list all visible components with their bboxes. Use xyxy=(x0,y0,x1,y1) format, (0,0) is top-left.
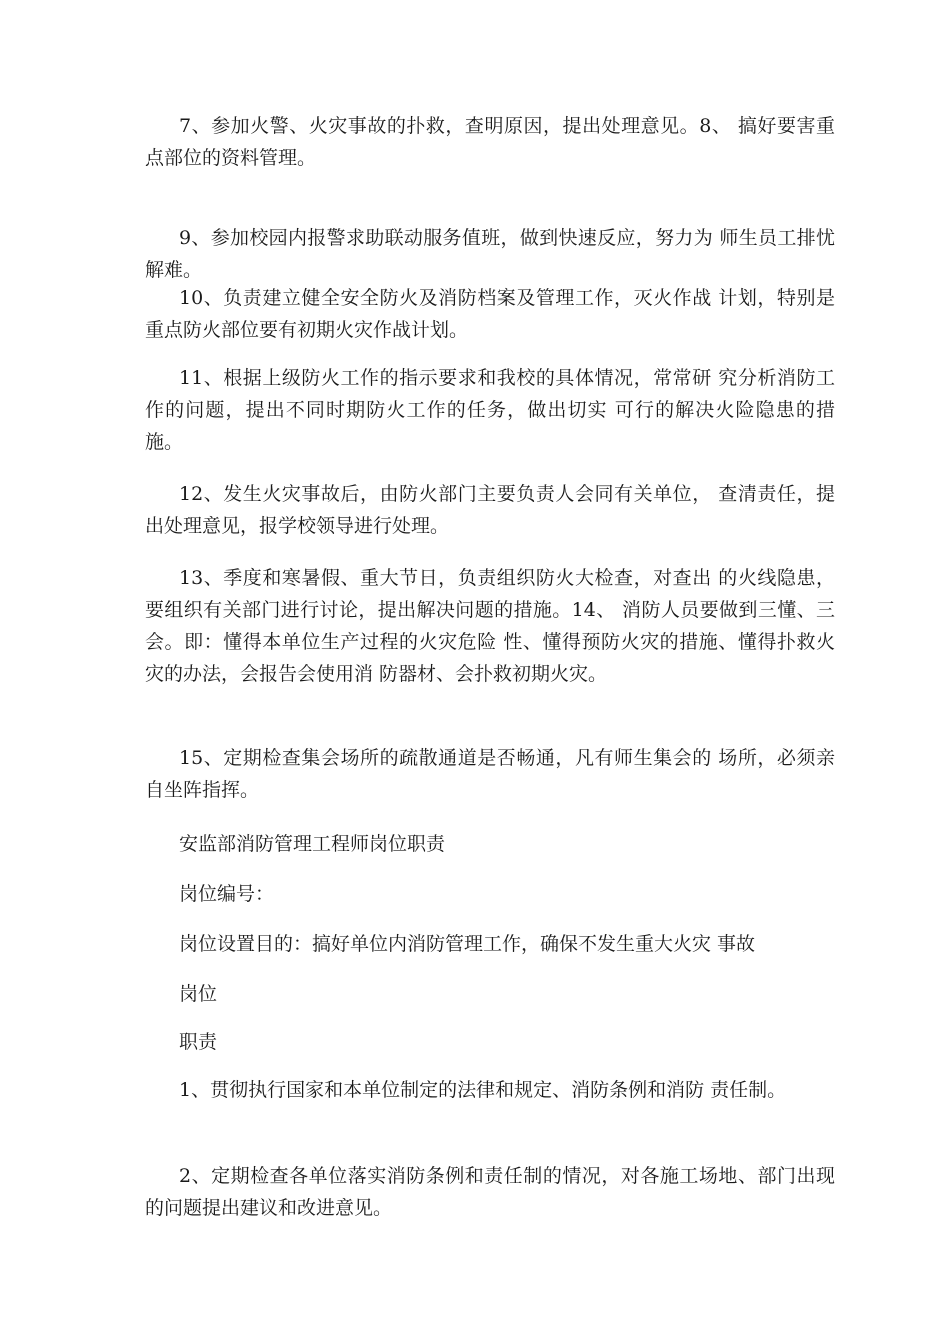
paragraph-item-15: 15、定期检查集会场所的疏散通道是否畅通，凡有师生集会的 场所，必须亲自坐阵指挥。 xyxy=(145,747,835,801)
section-title: 安监部消防管理工程师岗位职责 xyxy=(179,833,446,855)
position-label: 岗位 xyxy=(179,983,218,1005)
paragraph-item-11: 11、根据上级防火工作的指示要求和我校的具体情况，常常研 究分析消防工作的问题，提出不同时期防火工作的任务，做出切实 可行的解决火险隐患的措施。 xyxy=(145,367,835,453)
paragraph-item-9: 9、参加校园内报警求助联动服务值班，做到快速反应，努力为 师生员工排忧解难。 xyxy=(145,227,835,281)
duties-label: 职责 xyxy=(179,1031,218,1053)
paragraph-item-12: 12、发生火灾事故后，由防火部门主要负责人会同有关单位， 查清责任，提出处理意见，报学校领导进行处理。 xyxy=(145,483,835,537)
position-number-label: 岗位编号： xyxy=(179,883,275,905)
position-purpose: 岗位设置目的：搞好单位内消防管理工作，确保不发生重大火灾 事故 xyxy=(179,933,756,955)
paragraph-item-13-14: 13、季度和寒暑假、重大节日，负责组织防火大检查，对查出 的火线隐患，要组织有关部门进行讨论，提出解决问题的措施。14、 消防人员要做到三懂、三会。即：懂得本单位生产过程的火灾危险 性、懂得预防火灾的措施、懂得扑救火灾的办法，会报告会使用消 防器材、会扑救初期火灾。 xyxy=(145,567,835,685)
duty-item-2: 2、定期检查各单位落实消防条例和责任制的情况，对各施工场地、部门出现的问题提出建议和改进意见。 xyxy=(145,1165,835,1219)
paragraph-item-10: 10、负责建立健全安全防火及消防档案及管理工作，灭火作战 计划，特别是重点防火部位要有初期火灾作战计划。 xyxy=(145,287,835,341)
paragraph-item-7: 7、参加火警、火灾事故的扑救，查明原因，提出处理意见。8、 搞好要害重点部位的资料管理。 xyxy=(145,115,835,169)
duty-item-1: 1、贯彻执行国家和本单位制定的法律和规定、消防条例和消防 责任制。 xyxy=(179,1079,787,1101)
